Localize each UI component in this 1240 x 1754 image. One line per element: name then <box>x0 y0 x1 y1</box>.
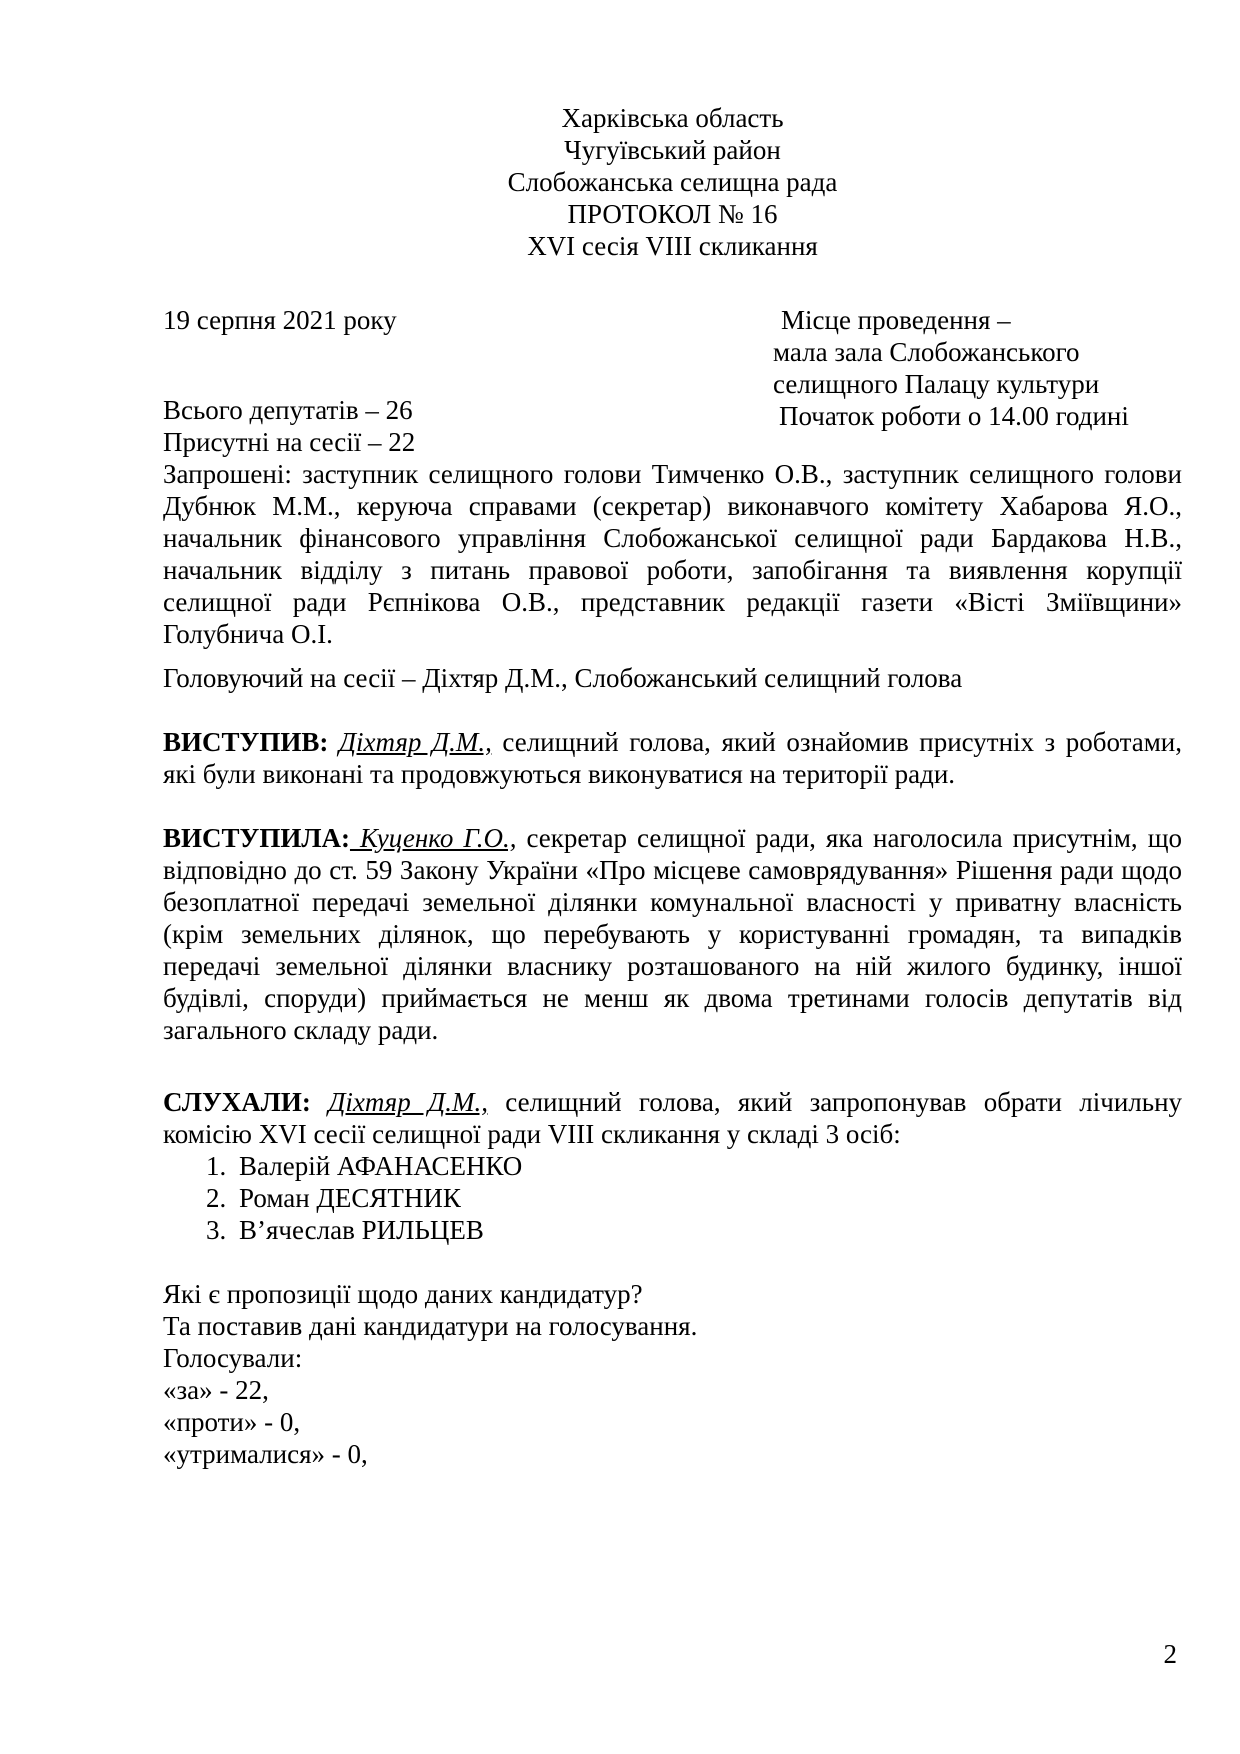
total-deputies: Всього депутатів – 26 <box>163 395 413 425</box>
council-line: Слобожанська селищна рада <box>507 167 838 197</box>
session-line: XVI сесія VIII скликання <box>527 231 818 261</box>
speech-1-speaker: Діхтяр Д.М., <box>338 727 492 757</box>
proposal-question: Які є пропозиції щодо даних кандидатур? <box>163 1279 643 1309</box>
document-header <box>163 102 1182 262</box>
attendance-stats <box>163 394 1182 458</box>
page-number: 2 <box>1163 1639 1177 1669</box>
speech-2-speaker: Куценко Г.О., <box>349 823 517 853</box>
speech-2-text: секретар селищної ради, яка наголосила присутнім, що відповідно до ст. 59 Закону України «Про місцеве самоврядування» <box>163 823 1182 885</box>
speech-2-decision: Рішення ради щодо безоплатної передачі земельної ділянки комунальної власності у приватну власність (крім земельних ділянок, що перебувають у користуванні громадян, та випадків передачі земельної ділянки власнику розташованого на ній жилого будинку, іншої будівлі, споруди) приймається не менш як двома третинами голосів депутатів від загального складу ради. <box>163 855 1183 1045</box>
list-item: 3. В’ячеслав РИЛЬЦЕВ <box>233 1214 1182 1246</box>
heard-section <box>163 1086 1182 1246</box>
counting-commission-list <box>163 1150 1182 1246</box>
heard-speaker: Діхтяр Д.М., <box>328 1087 488 1117</box>
speech-2-label: ВИСТУПИЛА: <box>163 823 350 853</box>
district-line: Чугуївський район <box>564 135 781 165</box>
speech-2 <box>163 822 1182 1046</box>
votes-against: «проти» - 0, <box>163 1407 301 1437</box>
heard-text: селищний голова, який запропонував обрати лічильну комісію XVI сесії селищної ради VIII скликання у складі 3 осіб: <box>163 1087 1183 1149</box>
invited-paragraph: Запрошені: заступник селищного голови Тимченко О.В., заступник селищного голови Дубнюк М.М., керуюча справами (секретар) виконавчого комітету Хабарова Я.О., начальник фінансового управління Слобожанської селищної ради Бардакова Н.В., начальник відділу з питань правової роботи, запобігання та виявлення корупції селищної ради Рєпнікова О.В., представник редакції газети «Вісті Зміївщини» Голубнича О.І. <box>163 459 1182 649</box>
speech-1 <box>163 726 1182 790</box>
speech-1-label: ВИСТУПИВ: <box>163 727 329 757</box>
venue-hall: мала зала Слобожанського <box>773 337 1080 367</box>
votes-abstained: «утрималися» - 0, <box>163 1439 368 1469</box>
protocol-title: ПРОТОКОЛ № 16 <box>567 199 778 229</box>
venue-palace: селищного Палацу культури <box>773 369 1100 399</box>
voting-section <box>163 1278 1182 1470</box>
region-line: Харківська область <box>561 103 784 133</box>
list-item: 1. Валерій АФАНАСЕНКО <box>233 1150 1182 1182</box>
meeting-date: 19 серпня 2021 року <box>163 305 397 335</box>
put-to-vote: Та поставив дані кандидатури на голосування. <box>163 1311 698 1341</box>
voted-label: Голосували: <box>163 1343 303 1373</box>
speech-1-text: селищний голова, який ознайомив присутніх з роботами, які були виконані та продовжуються виконуватися на території ради. <box>163 727 1183 789</box>
votes-for: «за» - 22, <box>163 1375 269 1405</box>
start-time: Початок роботи о 14.00 годині <box>779 401 1129 431</box>
heard-paragraph <box>163 1086 1182 1150</box>
list-item: 2. Роман ДЕСЯТНИК <box>233 1182 1182 1214</box>
heard-label: СЛУХАЛИ: <box>163 1087 311 1117</box>
present-deputies: Присутні на сесії – 22 <box>163 427 416 457</box>
venue-label: Місце проведення – <box>781 305 1011 335</box>
chair-line: Головуючий на сесії – Діхтяр Д.М., Слобожанський селищний голова <box>163 663 963 693</box>
